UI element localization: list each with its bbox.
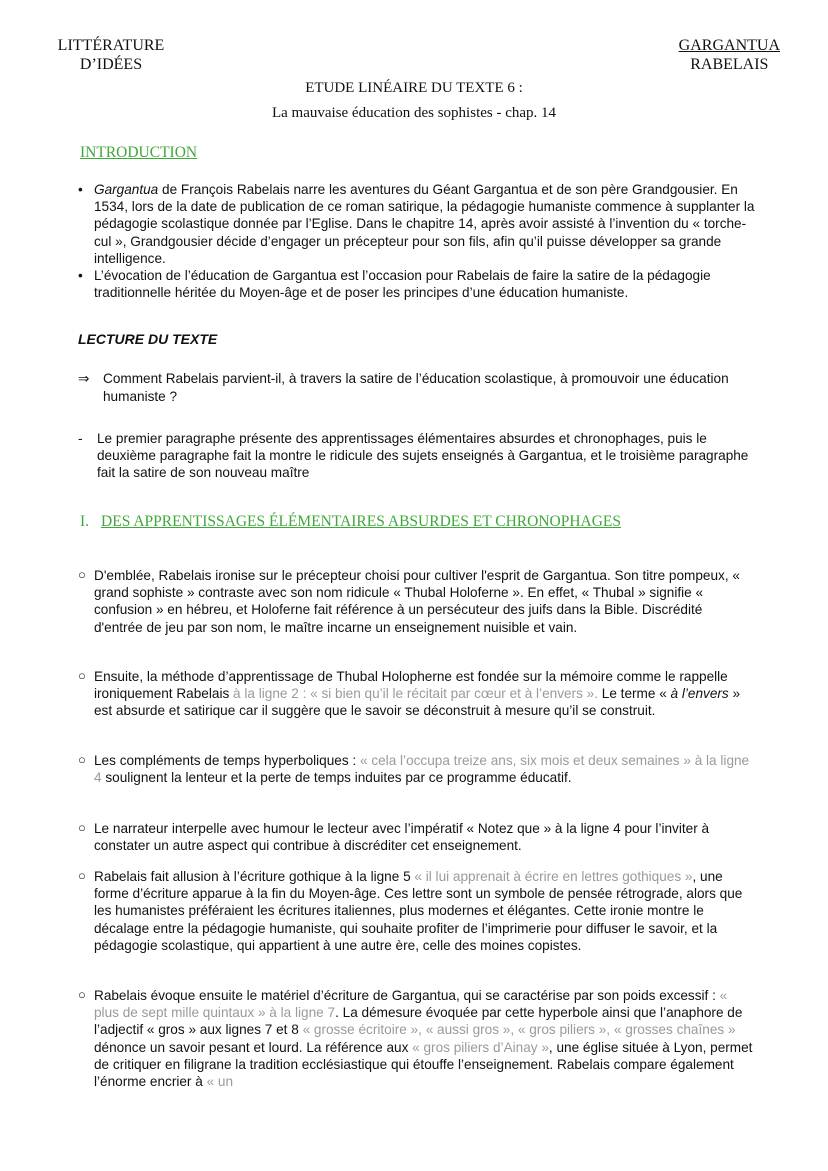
text-run: Le terme « (598, 686, 671, 702)
quote-run: « gros piliers d’Ainay » (412, 1039, 549, 1055)
analysis-item-3 (78, 752, 754, 786)
circle-bullet-icon: ○ (78, 820, 86, 835)
document-subtitle: La mauvaise éducation des sophistes - chap. 14 (271, 105, 557, 121)
circle-bullet-icon: ○ (78, 868, 86, 883)
text-run: » est absurde et satirique car il suggère que le savoir se déconstruit à mesure qu’il se construit. (94, 686, 741, 719)
bullet-icon: • (78, 182, 83, 197)
work-title-italic: Gargantua (94, 182, 159, 197)
text-run: Rabelais fait allusion à l’écriture gothique à la ligne 5 (94, 869, 415, 884)
header-left (46, 36, 176, 74)
text-run: . La démesure évoquée par cette hyperbole ainsi que l’anaphore de l’adjectif « gros » aux lignes 7 et 8 (94, 1005, 743, 1038)
analysis-text (78, 668, 754, 720)
circle-bullet-icon: ○ (78, 752, 86, 767)
section-title: DES APPRENTISSAGES ÉLÉMENTAIRES ABSURDES ET CHRONOPHAGES (101, 513, 621, 530)
problematique-text: Comment Rabelais parvient-il, à travers la satire de l’éducation scolastique, à promouvoir une éducation humaniste ? (103, 371, 729, 404)
analysis-text (78, 868, 754, 954)
italic-run: à l’envers (670, 686, 729, 702)
introduction-heading: INTRODUCTION (80, 144, 198, 161)
header-right (679, 36, 780, 74)
header-subject: LITTÉRATURE (57, 37, 165, 54)
quote-run: « un (206, 1074, 234, 1090)
plan-annonce (78, 430, 758, 482)
list-item (78, 267, 758, 301)
header-work-title: GARGANTUA (678, 37, 780, 54)
bullet-icon: • (78, 268, 83, 284)
dash-icon: - (78, 431, 83, 446)
analysis-text (78, 987, 754, 1090)
intro-bullet-1 (94, 182, 754, 266)
analysis-text: D'emblée, Rabelais ironise sur le précepteur choisi pour cultiver l'esprit de Gargantua. Son titre pompeux, « grand sophiste » contraste avec son nom ridicule « Thubal Holoferne ». En effet, « Thubal » signifie « confusion » en hébreu, et Holoferne fait référence à un persécuteur des juifs dans la Bible. Discrédité d'entrée de jeu par son nom, le maître incarne un enseignement nuisible et vain. (94, 568, 740, 635)
analysis-item-1 (78, 567, 754, 636)
quote-run: « plus de sept mille quintaux » à la ligne 7 (94, 988, 728, 1021)
section-number: I. (80, 513, 90, 530)
double-arrow-icon: ⇒ (78, 371, 90, 386)
list-item (78, 181, 758, 267)
text-run: Les compléments de temps hyperboliques : (94, 753, 360, 768)
text-run: soulignent la lenteur et la perte de temps induites par ce programme éducatif. (101, 770, 572, 786)
header-subject-2: D’IDÉES (79, 56, 143, 73)
intro-bullet-2: L’évocation de l’éducation de Gargantua est l’occasion pour Rabelais de faire la satire de la pédagogie traditionnelle héritée du Moyen-âge et de poser les principes d’une éducation humaniste. (94, 268, 711, 301)
intro-bullet-1-text: de François Rabelais narre les aventures du Géant Gargantua et de son père Grandgousier. En 1534, lors de la date de publication de ce roman satirique, la pédagogie humaniste commence à supplanter la pédagogie scolastique donnée par l’Eglise. Dans le chapitre 14, après avoir assisté à l’invention du « torche-cul », Grandgousier décide d’engager un précepteur pour son fils, afin qu’il puisse développer sa grande intelligence. (94, 182, 755, 266)
text-run: , une église située à Lyon, permet de critiquer en filigrane la tradition ecclésiastique qui étouffe l’enseignement. Rabelais compare également l’énorme encrier à (94, 1039, 753, 1090)
text-run: Ensuite, la méthode d’apprentissage de Thubal Holopherne est fondée sur la mémoire comme le rappelle ironiquement Rabelais (94, 669, 728, 702)
section-1-heading (80, 513, 621, 531)
analysis-item-2 (78, 668, 754, 720)
quote-run: « il lui apprenait à écrire en lettres gothiques » (414, 869, 693, 884)
plan-text: Le premier paragraphe présente des apprentissages élémentaires absurdes et chronophages, puis le deuxième paragraphe fait la montre le ridicule des sujets enseignés à Gargantua, et le troisième paragraphe fait la satire de son nouveau maître (97, 431, 749, 481)
analysis-item-5 (78, 868, 754, 954)
quote-run: « grosse écritoire », « aussi gros », « gros piliers », « grosses chaînes » (302, 1022, 736, 1038)
text-run: Rabelais évoque ensuite le matériel d’écriture de Gargantua, qui se caractérise par son poids excessif : (94, 988, 720, 1003)
circle-bullet-icon: ○ (78, 567, 86, 582)
analysis-text (78, 752, 754, 786)
lecture-heading: LECTURE DU TEXTE (78, 331, 218, 347)
problematique (78, 370, 758, 405)
analysis-item-4 (78, 820, 754, 854)
circle-bullet-icon: ○ (78, 668, 86, 683)
header-author: RABELAIS (690, 56, 769, 73)
analysis-item-6 (78, 987, 754, 1090)
text-run: dénonce un savoir pesant et lourd. La référence aux (94, 1039, 413, 1055)
quote-run: à la ligne 2 : « si bien qu’il le récitait par cœur et à l’envers ». (233, 686, 598, 702)
introduction-list (78, 181, 758, 301)
text-run: , une forme d’écriture apparue à la fin du Moyen-âge. Ces lettre sont un symbole de pensée rétrograde, alors que les humanistes préféraient les écritures italiennes, plus modernes et élégantes. Cette ironie montre le décalage entre la pédagogie humaniste, qui souhaite profiter de l’imprimerie pour diffuser le savoir, et la pédagogie scolastique, qui appartient à une autre ère, celle des moines copistes. (94, 869, 743, 953)
circle-bullet-icon: ○ (78, 987, 86, 1002)
quote-run: « cela l’occupa treize ans, six mois et deux semaines » à la ligne 4 (94, 753, 750, 786)
analysis-text: Le narrateur interpelle avec humour le lecteur avec l’impératif « Notez que » à la ligne 4 pour l’inviter à constater un autre aspect qui contribue à discréditer cet enseignement. (94, 821, 710, 854)
document-title: ETUDE LINÉAIRE DU TEXTE 6 : (305, 80, 523, 96)
